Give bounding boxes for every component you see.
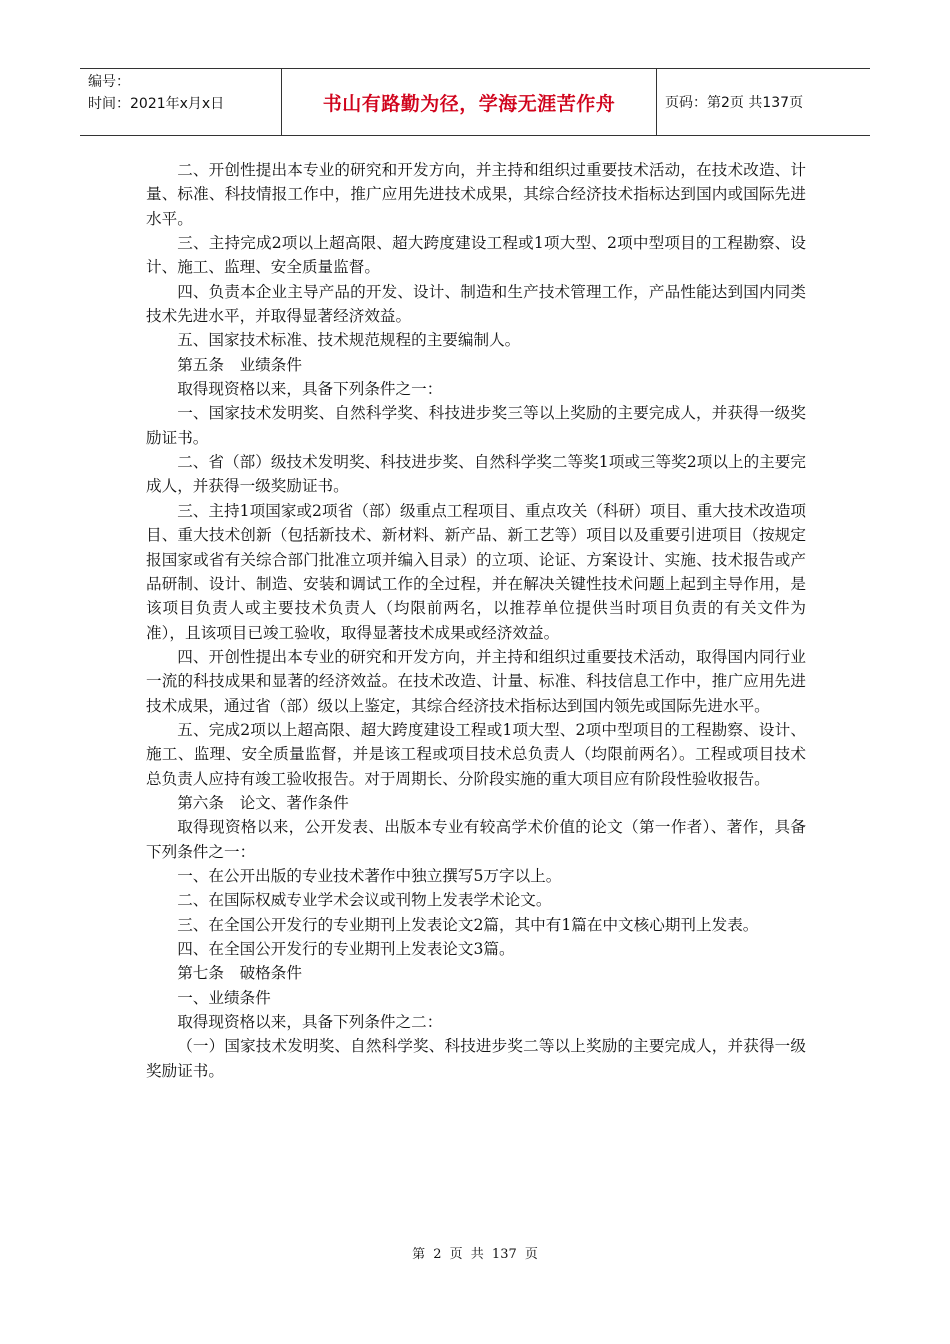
paragraph: 五、国家技术标准、技术规范规程的主要编制人。	[177, 331, 521, 350]
paragraph: 取得现资格以来，具备下列条件之二：	[177, 1013, 443, 1032]
paragraph: 四、负责本企业主导产品的开发、设计、制造和生产技术管理工作，产品性能达到国内同类技术先进水平，并取得显著经济效益。	[146, 282, 806, 326]
page-header	[80, 68, 870, 136]
section-heading: 第七条 破格条件	[177, 964, 302, 983]
header-page-info: 页码：第2页 共137页	[665, 95, 804, 111]
paragraph: 取得现资格以来，公开发表、出版本专业有较高学术价值的论文（第一作者）、著作，具备下列条件之一：	[146, 818, 806, 861]
paragraph: 四、开创性提出本专业的研究和开发方向，并主持和组织过重要技术活动，取得国内同行业一流的科技成果和显著的经济效益。在技术改造、计量、标准、科技信息工作中，推广应用先进技术成果，通过省（部）级以上鉴定，其综合经济技术指标达到国内领先或国际先进水平。	[146, 647, 806, 715]
section-heading: 第六条 论文、著作条件	[177, 793, 349, 812]
document-body	[146, 158, 806, 1083]
header-meta	[80, 69, 282, 135]
paragraph: 取得现资格以来，具备下列条件之一：	[177, 380, 443, 399]
section-heading: 第五条 业绩条件	[177, 355, 302, 374]
paragraph: 三、在全国公开发行的专业期刊上发表论文2篇，其中有1篇在中文核心期刊上发表。	[177, 915, 759, 934]
paragraph: 一、在公开出版的专业技术著作中独立撰写5万字以上。	[177, 866, 562, 885]
paragraph: 三、主持完成2项以上超高限、超大跨度建设工程或1项大型、2项中型项目的工程勘察、设计、施工、监理、安全质量监督。	[146, 234, 806, 277]
page-footer: 第 2 页 共 137 页	[412, 1247, 538, 1262]
paragraph: 一、国家技术发明奖、自然科学奖、科技进步奖三等以上奖励的主要完成人，并获得一级奖励证书。	[146, 404, 806, 447]
header-number-label: 编号：	[88, 74, 130, 90]
paragraph: 二、开创性提出本专业的研究和开发方向，并主持和组织过重要技术活动，在技术改造、计量、标准、科技情报工作中，推广应用先进技术成果，其综合经济技术指标达到国内或国际先进水平。	[146, 161, 806, 228]
paragraph: 一、业绩条件	[177, 988, 271, 1007]
header-time-label: 时间：2021年x月x日	[88, 96, 225, 112]
paragraph: （一）国家技术发明奖、自然科学奖、科技进步奖二等以上奖励的主要完成人，并获得一级奖励证书。	[146, 1037, 806, 1080]
paragraph: 二、在国际权威专业学术会议或刊物上发表学术论文。	[177, 891, 552, 910]
paragraph: 三、主持1项国家或2项省（部）级重点工程项目、重点攻关（科研）项目、重大技术改造项目、重大技术创新（包括新技术、新材料、新产品、新工艺等）项目以及重要引进项目（按规定报国家或省有关综合部门批准立项并编入目录）的立项、论证、方案设计、实施、技术报告或产品研制、设计、制造、安装和调试工作的全过程，并在解决关键性技术问题上起到主导作用，是该项目负责人或主要技术负责人（均限前两名，以推荐单位提供当时项目负责的有关文件为准），且该项目已竣工验收，取得显著技术成果或经济效益。	[146, 501, 806, 642]
paragraph: 四、在全国公开发行的专业期刊上发表论文3篇。	[177, 940, 515, 958]
paragraph: 二、省（部）级技术发明奖、科技进步奖、自然科学奖二等奖1项或三等奖2项以上的主要完成人，并获得一级奖励证书。	[146, 453, 806, 496]
header-motto: 书山有路勤为径，学海无涯苦作舟	[282, 69, 657, 135]
paragraph: 五、完成2项以上超高限、超大跨度建设工程或1项大型、2项中型项目的工程勘察、设计、施工、监理、安全质量监督，并是该工程或项目技术总负责人（均限前两名）。工程或项目技术总负责人应持有竣工验收报告。对于周期长、分阶段实施的重大项目应有阶段性验收报告。	[146, 720, 806, 788]
